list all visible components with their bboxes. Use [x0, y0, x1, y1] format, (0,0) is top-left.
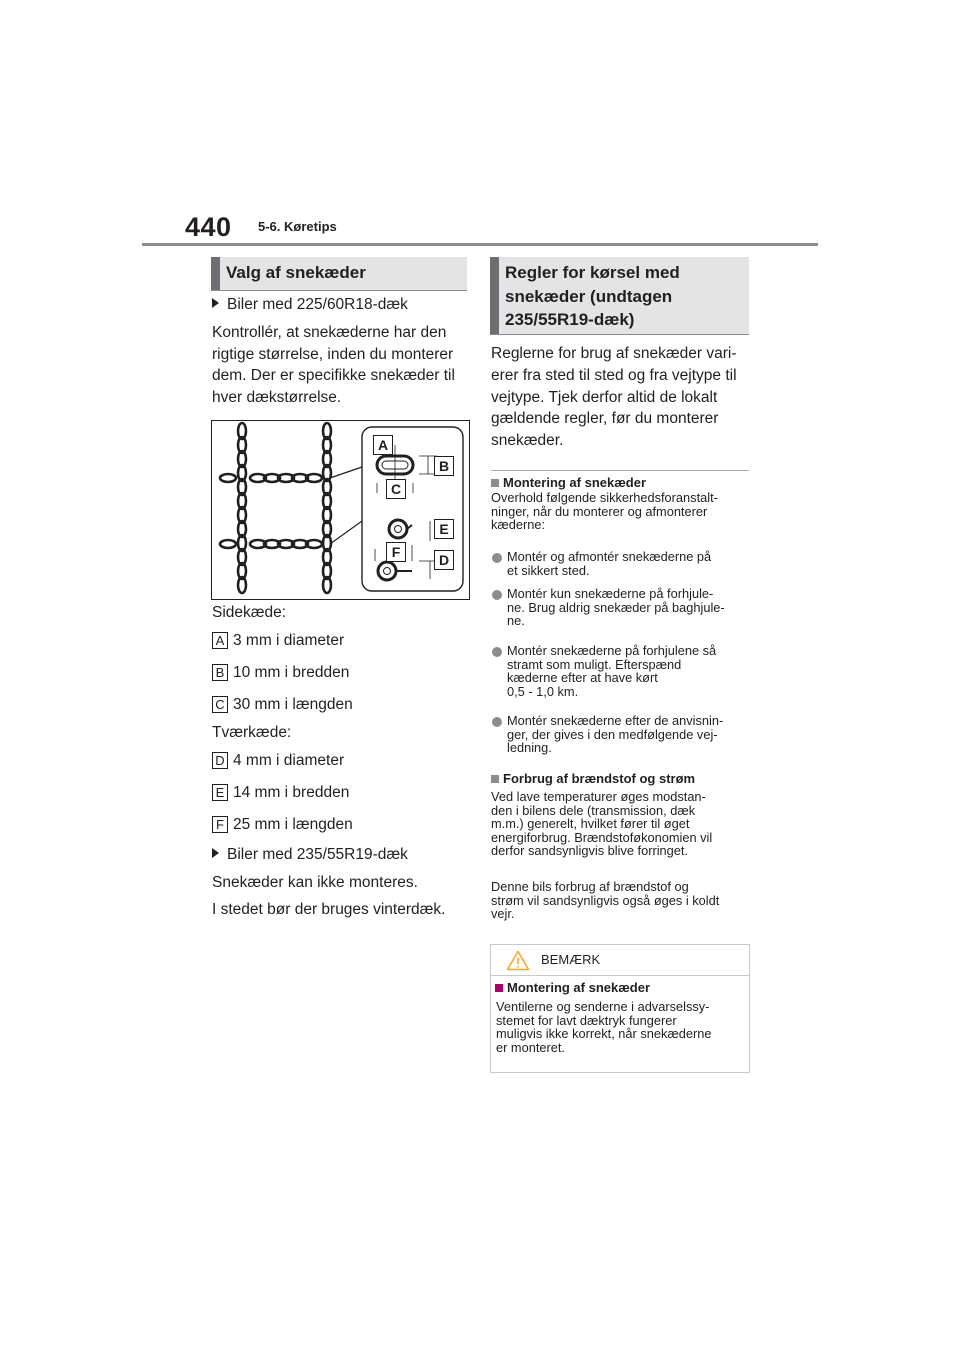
sub1-item-line: ne. Brug aldrig snekæder på baghjule-	[507, 599, 725, 615]
sub2-para1-line: energiforbrug. Brændstoføkonomien vil	[491, 829, 713, 845]
notice-title-text: Montering af snekæder	[507, 980, 651, 995]
snow-chain-figure	[211, 420, 470, 600]
notice-title	[495, 980, 650, 995]
dim-value-b: 10 mm i bredden	[233, 664, 350, 681]
sub2-para1-line: Ved lave temperaturer øges modstan-	[491, 789, 706, 804]
left-heading	[211, 257, 467, 291]
side-chain-label: Sidekæde:	[212, 604, 287, 621]
sub1-intro-line: Overhold følgende sikkerhedsforanstalt-	[491, 490, 718, 505]
left-para1-line: Kontrollér, at snekæderne har den	[212, 324, 447, 341]
letter-box-b: B	[212, 664, 228, 681]
left-para3: I stedet bør der bruges vinterdæk.	[212, 901, 446, 918]
sub2-para1-line: derfor sandsynligvis blive forringet.	[491, 843, 689, 859]
triangle-bullet-icon	[212, 848, 219, 858]
circle-bullet-icon	[492, 647, 502, 657]
letter-box-c: C	[212, 696, 228, 713]
right-intro	[491, 343, 737, 452]
section-title: 5-6. Køretips	[258, 219, 337, 234]
left-para1-line: dem. Der er specifikke snekæder til	[212, 367, 455, 384]
notice-label: BEMÆRK	[541, 952, 601, 967]
dim-value-e: 14 mm i bredden	[233, 784, 350, 801]
sub2-para1-line: den i bilens dele (transmission, dæk	[491, 802, 696, 818]
sub2-para1	[491, 790, 712, 858]
square-marker-icon	[495, 984, 503, 992]
notice-body-line: muligvis ikke korrekt, når snekæderne	[496, 1026, 712, 1042]
vertical-chain-right	[323, 423, 331, 593]
right-heading-line: Regler for kørsel med	[505, 263, 680, 282]
sub1-item-line: Montér kun snekæderne på forhjule-	[507, 586, 714, 601]
sub1-intro	[491, 491, 718, 532]
left-heading-text: Valg af snekæder	[226, 263, 366, 282]
sub1-item	[507, 550, 711, 577]
notice-box	[490, 944, 750, 1073]
header-rule	[142, 243, 818, 246]
sub1-item-line: Montér og afmontér snekæderne på	[507, 549, 712, 564]
right-intro-line: erer fra sted til sted og fra vejtype til	[491, 366, 737, 384]
figure-label-a: A	[373, 435, 393, 455]
page-number: 440	[185, 212, 232, 242]
notice-body-line: Ventilerne og senderne i advarselssy-	[496, 999, 710, 1014]
left-para1	[212, 322, 472, 408]
right-intro-line: vejtype. Tjek derfor altid de lokalt	[491, 388, 718, 406]
letter-box-a: A	[212, 632, 228, 649]
cross-chain-bottom	[220, 540, 322, 548]
circle-bullet-icon	[492, 590, 502, 600]
sub2-para2-line: strøm vil sandsynligvis også øges i koldt	[491, 892, 720, 908]
sub1-intro-line: kæderne:	[491, 517, 546, 533]
letter-box-e: E	[212, 784, 228, 801]
sub-heading-montering	[491, 475, 646, 490]
sub1-item	[507, 644, 716, 698]
sub1-item-line: Montér snekæderne på forhjulene så	[507, 643, 717, 658]
sub1-item-line: kæderne efter at have kørt	[507, 670, 658, 686]
square-marker-icon	[491, 479, 499, 487]
bullet-235	[212, 844, 408, 866]
vertical-chain-left	[238, 423, 246, 593]
sub2-para2	[491, 880, 719, 921]
right-intro-line: gældende regler, før du monterer	[491, 410, 719, 428]
sub1-item	[507, 587, 725, 628]
sub-heading-forbrug-text: Forbrug af brændstof og strøm	[503, 771, 696, 786]
bullet-225-text: Biler med 225/60R18-dæk	[227, 296, 408, 313]
sub1-item-line: et sikkert sted.	[507, 562, 590, 578]
sub-heading-montering-text: Montering af snekæder	[503, 475, 647, 490]
dim-value-d: 4 mm i diameter	[233, 752, 345, 769]
sub1-item	[507, 714, 723, 755]
section-divider	[491, 470, 749, 471]
notice-body	[496, 1000, 712, 1054]
square-marker-icon	[491, 775, 499, 783]
dim-value-c: 30 mm i længden	[233, 696, 353, 713]
bullet-235-text: Biler med 235/55R19-dæk	[227, 846, 408, 863]
sub-heading-forbrug	[491, 771, 695, 786]
figure-label-f: F	[386, 542, 406, 562]
notice-body-line: er monteret.	[496, 1039, 565, 1055]
warning-triangle-icon	[506, 950, 530, 971]
notice-header	[491, 945, 749, 976]
dim-value-f: 25 mm i længden	[233, 816, 353, 833]
sub2-para2-line: vejr.	[491, 906, 515, 922]
bullet-225	[212, 294, 408, 316]
right-heading	[490, 257, 749, 335]
sub1-item-line: stramt som muligt. Efterspænd	[507, 656, 682, 672]
sub1-item-line: ger, der gives i den medfølgende vej-	[507, 726, 718, 742]
figure-label-e: E	[434, 519, 454, 539]
figure-label-c: C	[386, 479, 406, 499]
circle-bullet-icon	[492, 553, 502, 563]
figure-label-b: B	[434, 456, 454, 476]
figure-label-d: D	[434, 550, 454, 570]
cross-chain-top	[220, 474, 322, 482]
letter-box-f: F	[212, 816, 228, 833]
right-heading-line: snekæder (undtagen	[505, 286, 673, 306]
right-intro-line: snekæder.	[491, 432, 564, 450]
sub1-item-line: 0,5 - 1,0 km.	[507, 683, 579, 699]
cross-chain-label: Tværkæde:	[212, 724, 292, 741]
letter-box-d: D	[212, 752, 228, 769]
right-heading-line: 235/55R19-dæk)	[505, 310, 635, 329]
sub1-item-line: Montér snekæderne efter de anvisnin-	[507, 713, 724, 728]
triangle-bullet-icon	[212, 298, 219, 308]
circle-bullet-icon	[492, 717, 502, 727]
sub1-item-line: ledning.	[507, 740, 552, 756]
left-para1-line: rigtige størrelse, inden du monterer	[212, 345, 454, 363]
sub2-para2-line: Denne bils forbrug af brændstof og	[491, 879, 689, 894]
left-para1-line: hver dækstørrelse.	[212, 388, 342, 406]
right-intro-line: Reglerne for brug af snekæder vari-	[491, 345, 737, 362]
sub1-item-line: ne.	[507, 613, 525, 629]
sub2-para1-line: m.m.) generelt, hvilket fører til øget	[491, 816, 690, 832]
snow-chain-illustration	[212, 421, 469, 599]
sub1-intro-line: ninger, når du monterer og afmonterer	[491, 503, 708, 519]
left-para2: Snekæder kan ikke monteres.	[212, 874, 418, 891]
notice-body-line: stemet for lavt dæktryk fungerer	[496, 1012, 677, 1028]
dim-value-a: 3 mm i diameter	[233, 632, 345, 649]
